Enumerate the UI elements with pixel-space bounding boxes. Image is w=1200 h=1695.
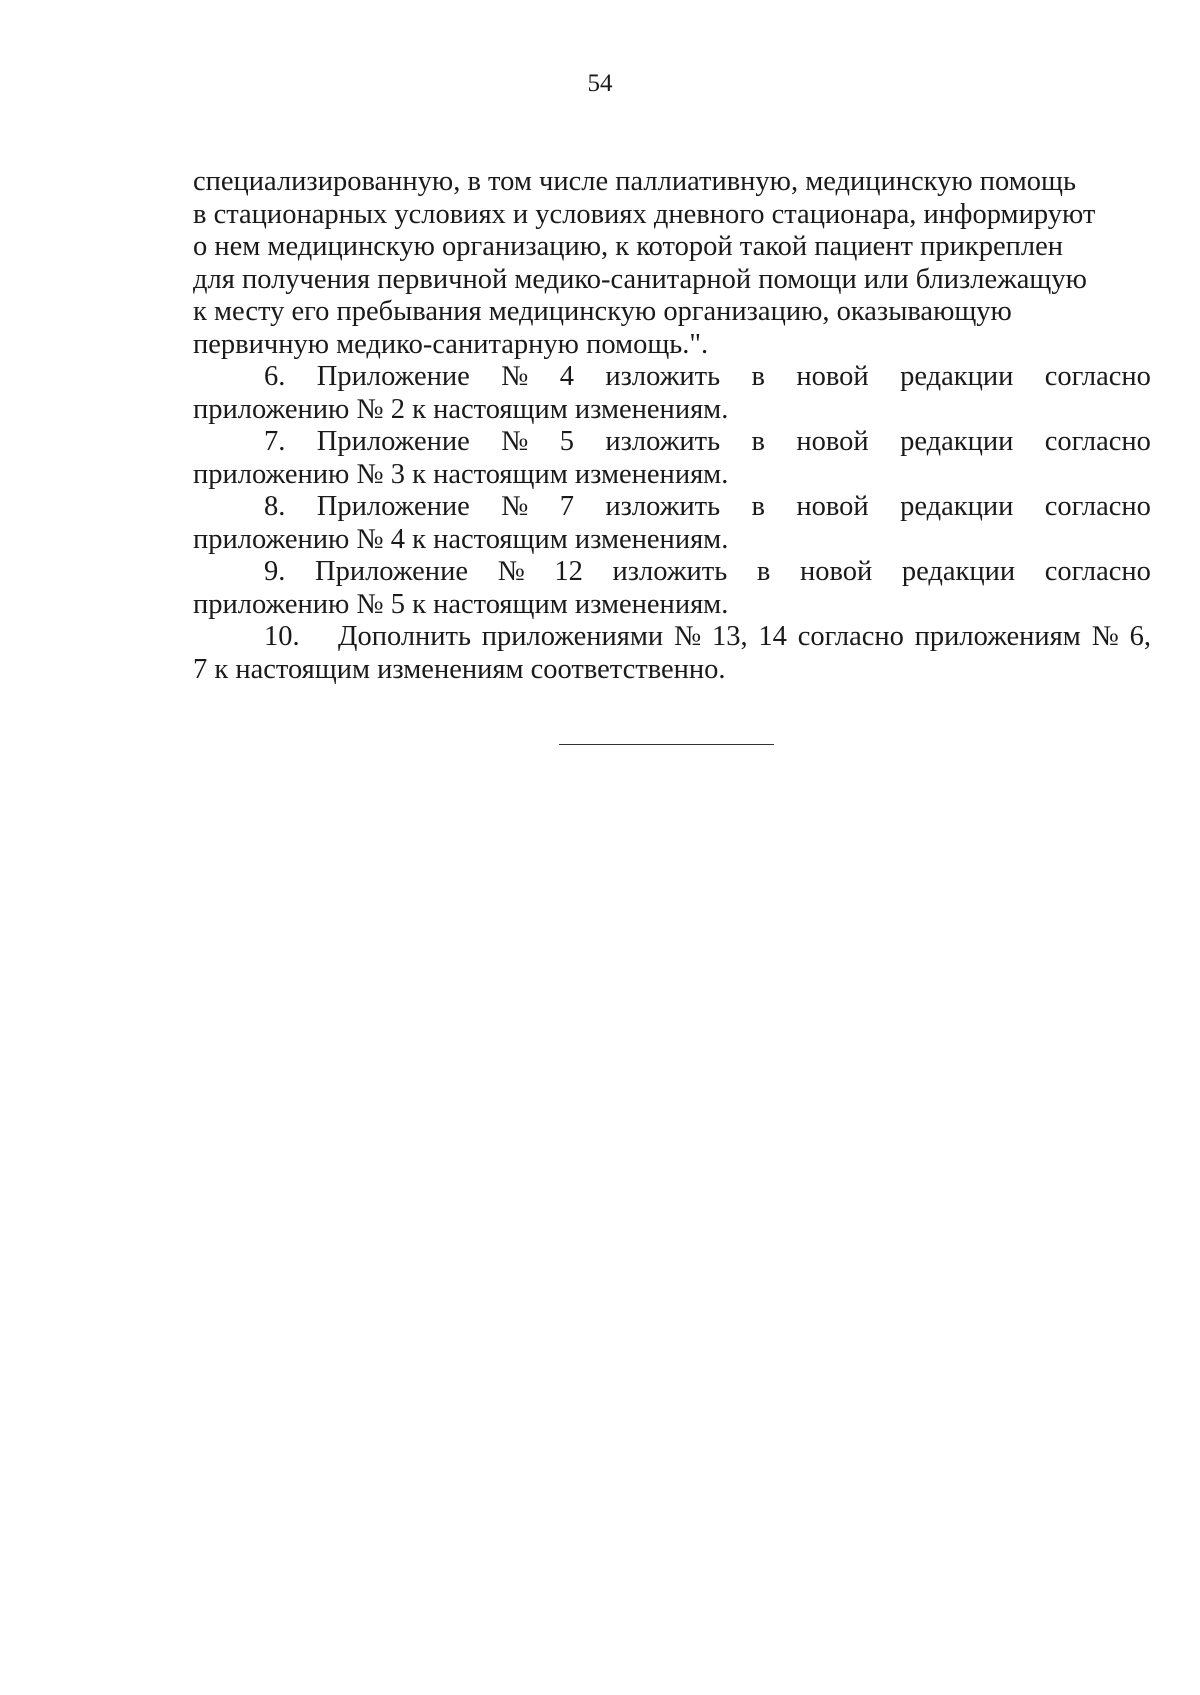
text-line: в стационарных условиях и условиях дневного стационара, информируют [193, 198, 1096, 230]
item-word: 5 [559, 426, 575, 457]
item-word: 12 [554, 556, 583, 587]
item-word: Приложение [315, 556, 468, 587]
item-word: в [751, 426, 765, 457]
item-word: 4 [559, 361, 575, 392]
text-line: специализированную, в том числе паллиативную, медицинскую помощь [193, 166, 1076, 197]
item-word: изложить [612, 556, 728, 587]
item-second-line: приложению № 2 к настоящим изменениям. [193, 393, 729, 425]
item-first-line [193, 491, 1151, 524]
item-number: 10. [264, 621, 300, 652]
item-word: 14 [758, 621, 787, 652]
item-second-line: 7 к настоящим изменениям соответственно. [193, 653, 726, 685]
item-number: 7. [264, 426, 286, 457]
item-number: 9. [264, 556, 286, 587]
item-word: приложениям [914, 621, 1081, 652]
item-first-line [193, 361, 1151, 394]
item-word: согласно [1044, 426, 1151, 457]
item-second-line: приложению № 3 к настоящим изменениям. [193, 458, 729, 490]
item-number: 8. [264, 491, 286, 522]
item-word: новой [796, 491, 869, 522]
item-word: в [756, 556, 771, 587]
item-first-line [193, 556, 1151, 589]
list-item-10 [193, 621, 1151, 686]
list-item [193, 491, 1151, 556]
list-item [193, 426, 1151, 491]
item-word: согласно [797, 621, 904, 652]
item-word: согласно [1044, 361, 1151, 392]
item-word: новой [796, 361, 869, 392]
item-word: 13, [711, 621, 748, 652]
item-second-line: приложению № 5 к настоящим изменениям. [193, 588, 729, 620]
item-word: Приложение [316, 361, 470, 392]
item-word: № [1091, 621, 1119, 652]
item-word: изложить [605, 361, 721, 392]
item-word: редакции [901, 556, 1016, 587]
item-word: приложениями [481, 621, 664, 652]
item-word: новой [796, 426, 869, 457]
item-word: редакции [900, 361, 1014, 392]
text-line: для получения первичной медико-санитарной помощи или близлежащую [193, 263, 1087, 295]
item-word: изложить [605, 491, 721, 522]
page-number: 54 [587, 70, 613, 97]
item-word: 7 [559, 491, 575, 522]
item-first-line [193, 621, 1151, 654]
item-word: редакции [900, 426, 1014, 457]
list-item [193, 556, 1151, 621]
item-word: № [501, 491, 529, 522]
item-word: Приложение [316, 426, 470, 457]
item-number: 6. [264, 361, 286, 392]
text-line: первичную медико-санитарную помощь.". [193, 328, 709, 360]
end-separator-line [559, 744, 774, 745]
item-word: согласно [1044, 556, 1151, 587]
item-second-line: приложению № 4 к настоящим изменениям. [193, 523, 729, 555]
item-word: Приложение [316, 491, 470, 522]
item-word: редакции [900, 491, 1014, 522]
item-text [338, 621, 1151, 654]
item-word: новой [799, 556, 873, 587]
item-word: 6, [1129, 621, 1151, 652]
item-first-line [193, 426, 1151, 459]
intro-paragraph [193, 166, 1151, 361]
document-body [193, 166, 1151, 686]
item-word: № [501, 361, 529, 392]
item-word: № [497, 556, 525, 587]
text-line: к месту его пребывания медицинскую организацию, оказывающую [193, 296, 1012, 327]
item-word: в [751, 361, 765, 392]
text-line: о нем медицинскую организацию, к которой такой пациент прикреплен [193, 231, 1064, 262]
item-word: в [751, 491, 765, 522]
numbered-items [193, 361, 1151, 621]
item-word: согласно [1044, 491, 1151, 522]
item-word: изложить [605, 426, 721, 457]
item-word: № [673, 621, 702, 652]
item-word: № [501, 426, 529, 457]
item-word: Дополнить [338, 621, 471, 652]
list-item [193, 361, 1151, 426]
